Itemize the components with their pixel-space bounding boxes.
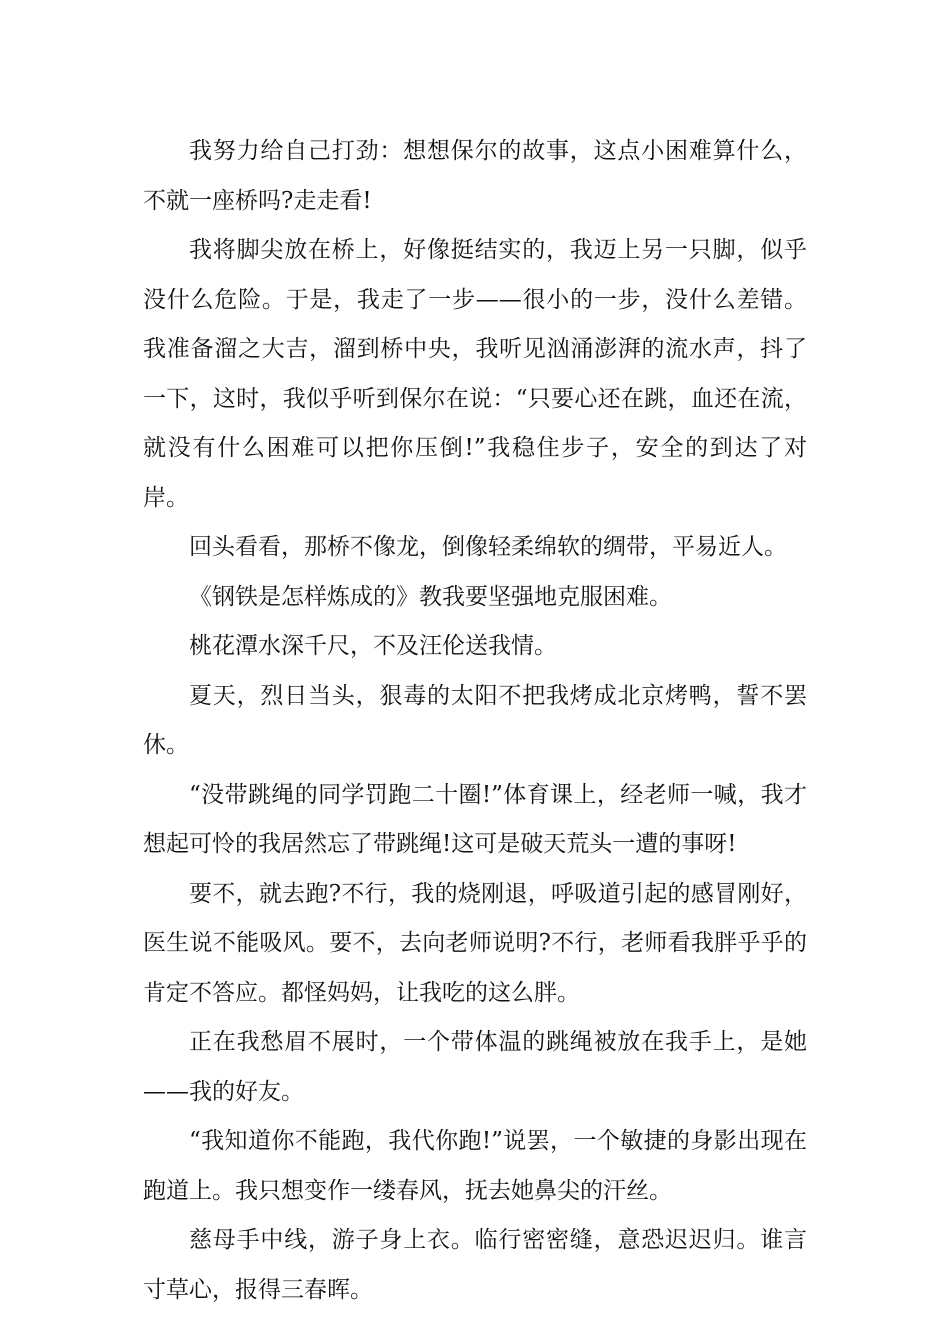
paragraph-11: 慈母手中线，游子身上衣。临行密密缝，意恐迟迟归。谁言寸草心，报得三春晖。 (143, 1227, 807, 1303)
paragraph-3: 回头看看，那桥不像龙，倒像轻柔绵软的绸带，平易近人。 (189, 534, 787, 560)
document-body (143, 127, 807, 1315)
paragraph-2: 我将脚尖放在桥上，好像挺结实的，我迈上另一只脚，似乎没什么危险。于是，我走了一步——很小的一步，没什么差错。我准备溜之大吉，溜到桥中央，我听见汹涌澎湃的流水声，抖了一下，这时，我似乎听到保尔在说：“只要心还在跳，血还在流，就没有什么困难可以把你压倒!”我稳住步子，安全的到达了对岸。 (143, 237, 807, 511)
paragraph-5: 桃花潭水深千尺，不及汪伦送我情。 (189, 633, 557, 659)
paragraph-7: “没带跳绳的同学罚跑二十圈!”体育课上，经老师一喊，我才想起可怜的我居然忘了带跳绳!这可是破天荒头一遭的事呀! (143, 781, 807, 857)
paragraph-8: 要不，就去跑?不行，我的烧刚退，呼吸道引起的感冒刚好，医生说不能吸风。要不，去向老师说明?不行，老师看我胖乎乎的肯定不答应。都怪妈妈，让我吃的这么胖。 (143, 880, 807, 1006)
paragraph-10: “我知道你不能跑，我代你跑!”说罢，一个敏捷的身影出现在跑道上。我只想变作一缕春风，抚去她鼻尖的汗丝。 (143, 1128, 807, 1204)
paragraph-1: 我努力给自己打劲：想想保尔的故事，这点小困难算什么，不就一座桥吗?走走看! (143, 138, 807, 214)
paragraph-4: 《钢铁是怎样炼成的》教我要坚强地克服困难。 (189, 583, 672, 610)
paragraph-6: 夏天，烈日当头，狠毒的太阳不把我烤成北京烤鸭，誓不罢休。 (143, 682, 807, 758)
paragraph-9: 正在我愁眉不展时，一个带体温的跳绳被放在我手上，是她——我的好友。 (143, 1029, 807, 1105)
